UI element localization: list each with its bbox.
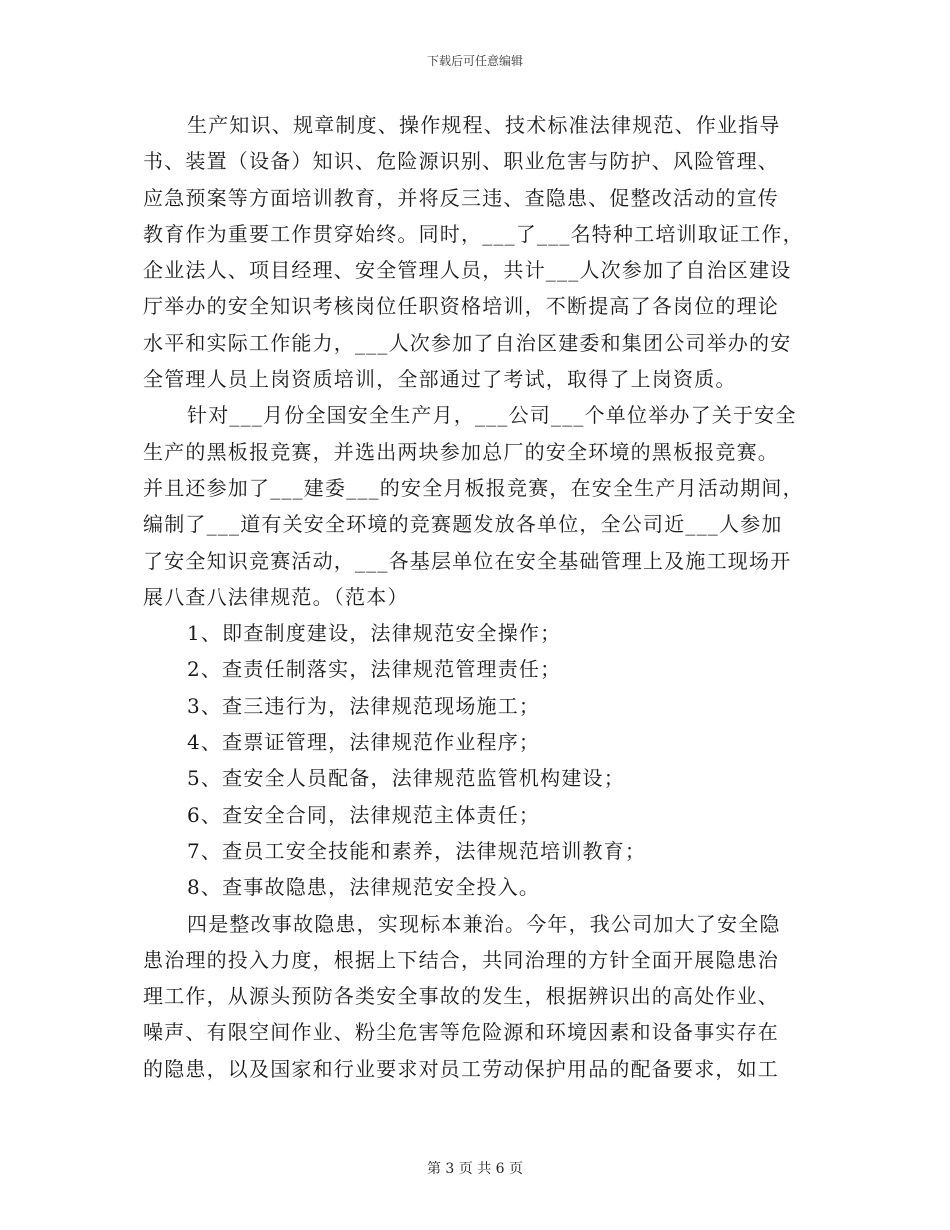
- text-line: 患治理的投入力度，根据上下结合，共同治理的方针全面开展隐患治: [143, 947, 779, 972]
- text-line: 1、即查制度建设，法律规范安全操作；: [187, 621, 562, 646]
- paragraph: [143, 906, 807, 1087]
- text-line: 四是整改事故隐患，实现标本兼治。今年，我公司加大了安全隐: [187, 911, 781, 936]
- text-line: 编制了___道有关安全环境的竞赛题发放各单位，全公司近___人参加: [143, 512, 783, 537]
- text-line: 8、查事故隐患，法律规范安全投入。: [187, 875, 541, 900]
- text-line: 全管理人员上岗资质培训，全部通过了考试，取得了上岗资质。: [143, 367, 737, 392]
- text-line: 针对___月份全国安全生产月，___公司___个单位举办了关于安全: [187, 403, 797, 428]
- text-line: 应急预案等方面培训教育，并将反三违、查隐患、促整改活动的宣传: [143, 185, 779, 210]
- text-line: 噪声、有限空间作业、粉尘危害等危险源和环境因素和设备事实存在: [143, 1020, 779, 1045]
- text-line: 5、查安全人员配备，法律规范监管机构建设；: [187, 766, 625, 791]
- page-header: 下载后可任意编辑: [426, 54, 523, 68]
- page-footer: 第 3 页 共 6 页: [426, 1161, 524, 1177]
- paragraph: [143, 760, 807, 796]
- text-line: 了安全知识竞赛活动，___各基层单位在安全基础管理上及施工现场开: [143, 548, 792, 573]
- text-line: 水平和实际工作能力，___人次参加了自治区建委和集团公司举办的安: [143, 330, 792, 355]
- paragraph: [143, 615, 807, 651]
- text-line: 4、查票证管理，法律规范作业程序；: [187, 730, 541, 755]
- text-line: 书、装置（设备）知识、危险源识别、职业危害与防护、风险管理、: [143, 149, 779, 174]
- text-line: 企业法人、项目经理、安全管理人员，共计___人次参加了自治区建设: [143, 258, 792, 283]
- text-line: 2、查责任制落实，法律规范管理责任；: [187, 657, 562, 682]
- text-line: 厅举办的安全知识考核岗位任职资格培训，不断提高了各岗位的理论: [143, 294, 779, 319]
- text-line: 3、查三违行为，法律规范现场施工；: [187, 693, 541, 718]
- text-line: 6、查安全合同，法律规范主体责任；: [187, 802, 541, 827]
- paragraph: [143, 397, 807, 615]
- paragraph: [143, 797, 807, 833]
- text-line: 生产知识、规章制度、操作规程、技术标准法律规范、作业指导: [187, 113, 781, 137]
- text-line: 7、查员工安全技能和素养，法律规范培训教育；: [187, 838, 647, 863]
- text-line: 展八查八法律规范。（范本）: [143, 584, 409, 609]
- text-line: 理工作，从源头预防各类安全事故的发生，根据辨识出的高处作业、: [143, 984, 779, 1009]
- paragraph: [143, 833, 807, 869]
- document-body: [143, 107, 807, 1087]
- paragraph: [143, 688, 807, 724]
- text-line: 的隐患，以及国家和行业要求对员工劳动保护用品的配备要求，如工: [143, 1056, 779, 1081]
- paragraph: [143, 107, 807, 397]
- text-line: 生产的黑板报竞赛，并选出两块参加总厂的安全环境的黑板报竞赛。: [143, 439, 779, 464]
- paragraph: [143, 724, 807, 760]
- paragraph: [143, 869, 807, 905]
- text-line: 教育作为重要工作贯穿始终。同时，___了___名特种工培训取证工作，: [143, 221, 804, 246]
- text-line: 并且还参加了___建委___的安全月板报竞赛，在安全生产月活动期间，: [143, 475, 804, 500]
- paragraph: [143, 651, 807, 687]
